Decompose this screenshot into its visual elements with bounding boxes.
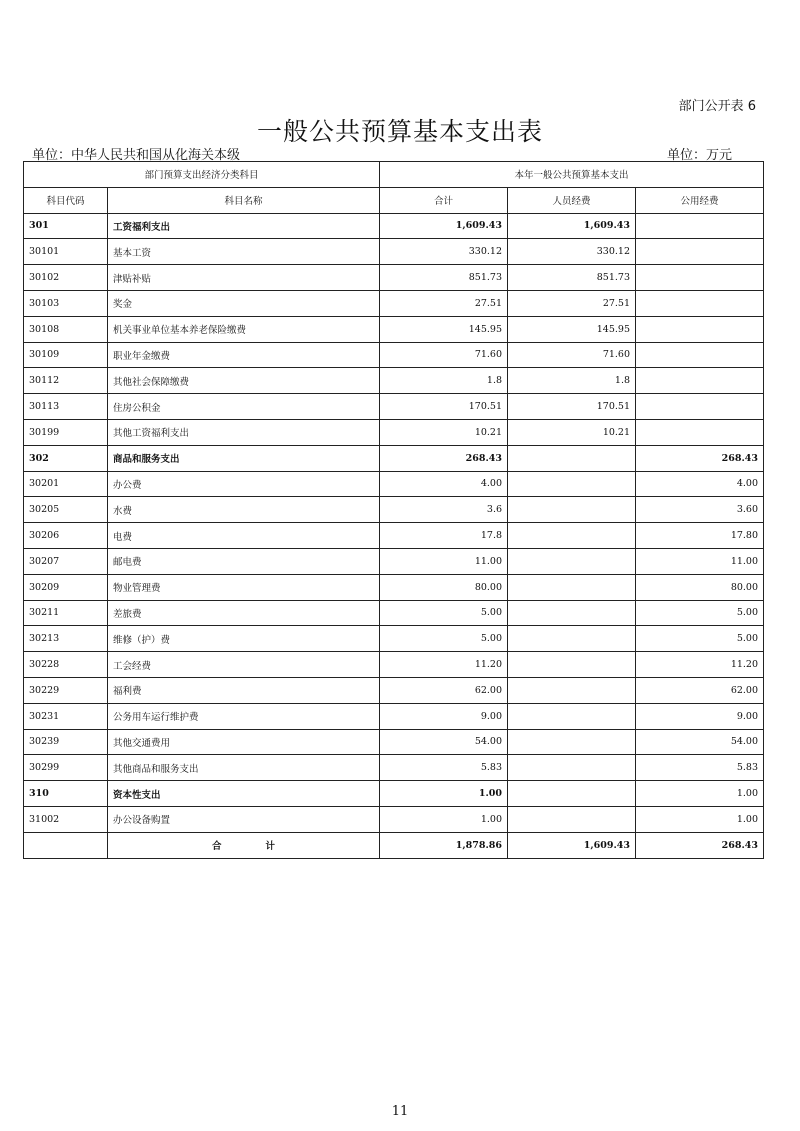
row-code: 310 xyxy=(24,781,108,807)
total-label xyxy=(108,832,380,858)
table-group-row xyxy=(24,213,764,239)
column-header-total: 合计 xyxy=(380,187,508,213)
row-personnel: 1,609.43 xyxy=(508,213,636,239)
table-row xyxy=(24,574,764,600)
column-header-personnel: 人员经费 xyxy=(508,187,636,213)
row-total: 11.20 xyxy=(380,652,508,678)
row-personnel xyxy=(508,729,636,755)
row-public xyxy=(636,368,764,394)
row-total: 5.00 xyxy=(380,626,508,652)
row-code: 30228 xyxy=(24,652,108,678)
row-total: 170.51 xyxy=(380,394,508,420)
row-code: 30207 xyxy=(24,548,108,574)
row-personnel xyxy=(508,523,636,549)
total-label-left: 合 xyxy=(211,841,222,853)
table-row xyxy=(24,419,764,445)
row-code: 30109 xyxy=(24,342,108,368)
table-row xyxy=(24,703,764,729)
row-code: 30199 xyxy=(24,419,108,445)
row-public: 5.83 xyxy=(636,755,764,781)
row-name: 其他商品和服务支出 xyxy=(108,755,380,781)
row-personnel xyxy=(508,677,636,703)
row-name: 办公费 xyxy=(108,471,380,497)
budget-table xyxy=(23,161,764,859)
table-row xyxy=(24,265,764,291)
row-total: 1.8 xyxy=(380,368,508,394)
table-row xyxy=(24,342,764,368)
row-personnel: 27.51 xyxy=(508,290,636,316)
table-row xyxy=(24,523,764,549)
row-name: 住房公积金 xyxy=(108,394,380,420)
row-public xyxy=(636,290,764,316)
row-total: 10.21 xyxy=(380,419,508,445)
row-total: 3.6 xyxy=(380,497,508,523)
table-row xyxy=(24,600,764,626)
total-row-code-cell xyxy=(24,832,108,858)
row-public: 17.80 xyxy=(636,523,764,549)
table-row xyxy=(24,316,764,342)
row-code: 30209 xyxy=(24,574,108,600)
row-code: 31002 xyxy=(24,806,108,832)
row-public: 268.43 xyxy=(636,445,764,471)
row-code: 30229 xyxy=(24,677,108,703)
row-name: 工会经费 xyxy=(108,652,380,678)
row-public: 4.00 xyxy=(636,471,764,497)
header-classification: 部门预算支出经济分类科目 xyxy=(24,162,380,188)
row-code: 30231 xyxy=(24,703,108,729)
row-personnel: 1.8 xyxy=(508,368,636,394)
row-total: 62.00 xyxy=(380,677,508,703)
row-personnel: 71.60 xyxy=(508,342,636,368)
row-personnel xyxy=(508,445,636,471)
total-amount: 1,878.86 xyxy=(380,832,508,858)
table-row xyxy=(24,368,764,394)
row-public: 9.00 xyxy=(636,703,764,729)
table-row xyxy=(24,497,764,523)
row-public: 54.00 xyxy=(636,729,764,755)
column-header-code: 科目代码 xyxy=(24,187,108,213)
row-name: 其他工资福利支出 xyxy=(108,419,380,445)
row-personnel xyxy=(508,626,636,652)
row-public xyxy=(636,342,764,368)
row-personnel xyxy=(508,781,636,807)
table-row xyxy=(24,677,764,703)
table-row xyxy=(24,806,764,832)
row-total: 145.95 xyxy=(380,316,508,342)
row-code: 30213 xyxy=(24,626,108,652)
column-header-public: 公用经费 xyxy=(636,187,764,213)
row-personnel: 145.95 xyxy=(508,316,636,342)
table-row xyxy=(24,239,764,265)
row-total: 54.00 xyxy=(380,729,508,755)
row-personnel: 170.51 xyxy=(508,394,636,420)
table-body xyxy=(24,213,764,858)
table-row xyxy=(24,548,764,574)
row-public: 11.20 xyxy=(636,652,764,678)
row-code: 30201 xyxy=(24,471,108,497)
row-total: 27.51 xyxy=(380,290,508,316)
document-title: 一般公共预算基本支出表 xyxy=(256,117,543,146)
row-name: 维修（护）费 xyxy=(108,626,380,652)
row-total: 1.00 xyxy=(380,781,508,807)
row-public xyxy=(636,239,764,265)
row-name: 津贴补贴 xyxy=(108,265,380,291)
row-public: 5.00 xyxy=(636,600,764,626)
row-name: 物业管理费 xyxy=(108,574,380,600)
row-code: 30113 xyxy=(24,394,108,420)
row-personnel xyxy=(508,471,636,497)
table-row xyxy=(24,626,764,652)
row-total: 1,609.43 xyxy=(380,213,508,239)
table-row xyxy=(24,394,764,420)
row-total: 4.00 xyxy=(380,471,508,497)
row-public: 62.00 xyxy=(636,677,764,703)
row-code: 30102 xyxy=(24,265,108,291)
row-personnel xyxy=(508,703,636,729)
row-code: 30211 xyxy=(24,600,108,626)
row-total: 330.12 xyxy=(380,239,508,265)
row-code: 30108 xyxy=(24,316,108,342)
row-code: 30103 xyxy=(24,290,108,316)
row-name: 其他社会保障缴费 xyxy=(108,368,380,394)
row-total: 9.00 xyxy=(380,703,508,729)
row-name: 水费 xyxy=(108,497,380,523)
form-number: 部门公开表 6 xyxy=(678,99,756,114)
row-total: 11.00 xyxy=(380,548,508,574)
row-code: 301 xyxy=(24,213,108,239)
row-code: 30206 xyxy=(24,523,108,549)
row-name: 机关事业单位基本养老保险缴费 xyxy=(108,316,380,342)
row-personnel xyxy=(508,497,636,523)
row-name: 资本性支出 xyxy=(108,781,380,807)
row-name: 基本工资 xyxy=(108,239,380,265)
table-row xyxy=(24,755,764,781)
table-header xyxy=(24,162,764,214)
row-personnel xyxy=(508,755,636,781)
row-personnel xyxy=(508,652,636,678)
row-name: 公务用车运行维护费 xyxy=(108,703,380,729)
total-row xyxy=(24,832,764,858)
total-label-right: 计 xyxy=(265,841,276,853)
row-personnel xyxy=(508,548,636,574)
header-basic-expenditure: 本年一般公共预算基本支出 xyxy=(380,162,764,188)
row-total: 5.83 xyxy=(380,755,508,781)
row-name: 其他交通费用 xyxy=(108,729,380,755)
row-personnel: 330.12 xyxy=(508,239,636,265)
row-public xyxy=(636,316,764,342)
row-public xyxy=(636,419,764,445)
table-row xyxy=(24,652,764,678)
row-name: 差旅费 xyxy=(108,600,380,626)
row-public: 80.00 xyxy=(636,574,764,600)
currency-unit: 单位：万元 xyxy=(667,148,733,163)
row-personnel xyxy=(508,574,636,600)
row-name: 办公设备购置 xyxy=(108,806,380,832)
row-name: 电费 xyxy=(108,523,380,549)
row-total: 71.60 xyxy=(380,342,508,368)
row-name: 邮电费 xyxy=(108,548,380,574)
row-personnel: 851.73 xyxy=(508,265,636,291)
row-total: 80.00 xyxy=(380,574,508,600)
row-public: 1.00 xyxy=(636,806,764,832)
table-group-row xyxy=(24,445,764,471)
page-number: 11 xyxy=(391,1104,409,1119)
row-public: 3.60 xyxy=(636,497,764,523)
row-public xyxy=(636,394,764,420)
row-name: 职业年金缴费 xyxy=(108,342,380,368)
row-name: 工资福利支出 xyxy=(108,213,380,239)
row-code: 30299 xyxy=(24,755,108,781)
row-public: 5.00 xyxy=(636,626,764,652)
row-total: 5.00 xyxy=(380,600,508,626)
row-public xyxy=(636,265,764,291)
row-personnel xyxy=(508,600,636,626)
row-total: 268.43 xyxy=(380,445,508,471)
row-public: 11.00 xyxy=(636,548,764,574)
table-row xyxy=(24,290,764,316)
row-total: 851.73 xyxy=(380,265,508,291)
row-public xyxy=(636,213,764,239)
row-code: 30239 xyxy=(24,729,108,755)
row-code: 30101 xyxy=(24,239,108,265)
row-personnel xyxy=(508,806,636,832)
table-group-row xyxy=(24,781,764,807)
row-name: 商品和服务支出 xyxy=(108,445,380,471)
column-header-name: 科目名称 xyxy=(108,187,380,213)
row-name: 奖金 xyxy=(108,290,380,316)
row-personnel: 10.21 xyxy=(508,419,636,445)
row-code: 302 xyxy=(24,445,108,471)
row-code: 30205 xyxy=(24,497,108,523)
row-public: 1.00 xyxy=(636,781,764,807)
table-row xyxy=(24,729,764,755)
row-code: 30112 xyxy=(24,368,108,394)
total-public: 268.43 xyxy=(636,832,764,858)
row-total: 17.8 xyxy=(380,523,508,549)
total-personnel: 1,609.43 xyxy=(508,832,636,858)
reporting-unit: 单位：中华人民共和国从化海关本级 xyxy=(32,148,241,163)
row-total: 1.00 xyxy=(380,806,508,832)
row-name: 福利费 xyxy=(108,677,380,703)
table-row xyxy=(24,471,764,497)
